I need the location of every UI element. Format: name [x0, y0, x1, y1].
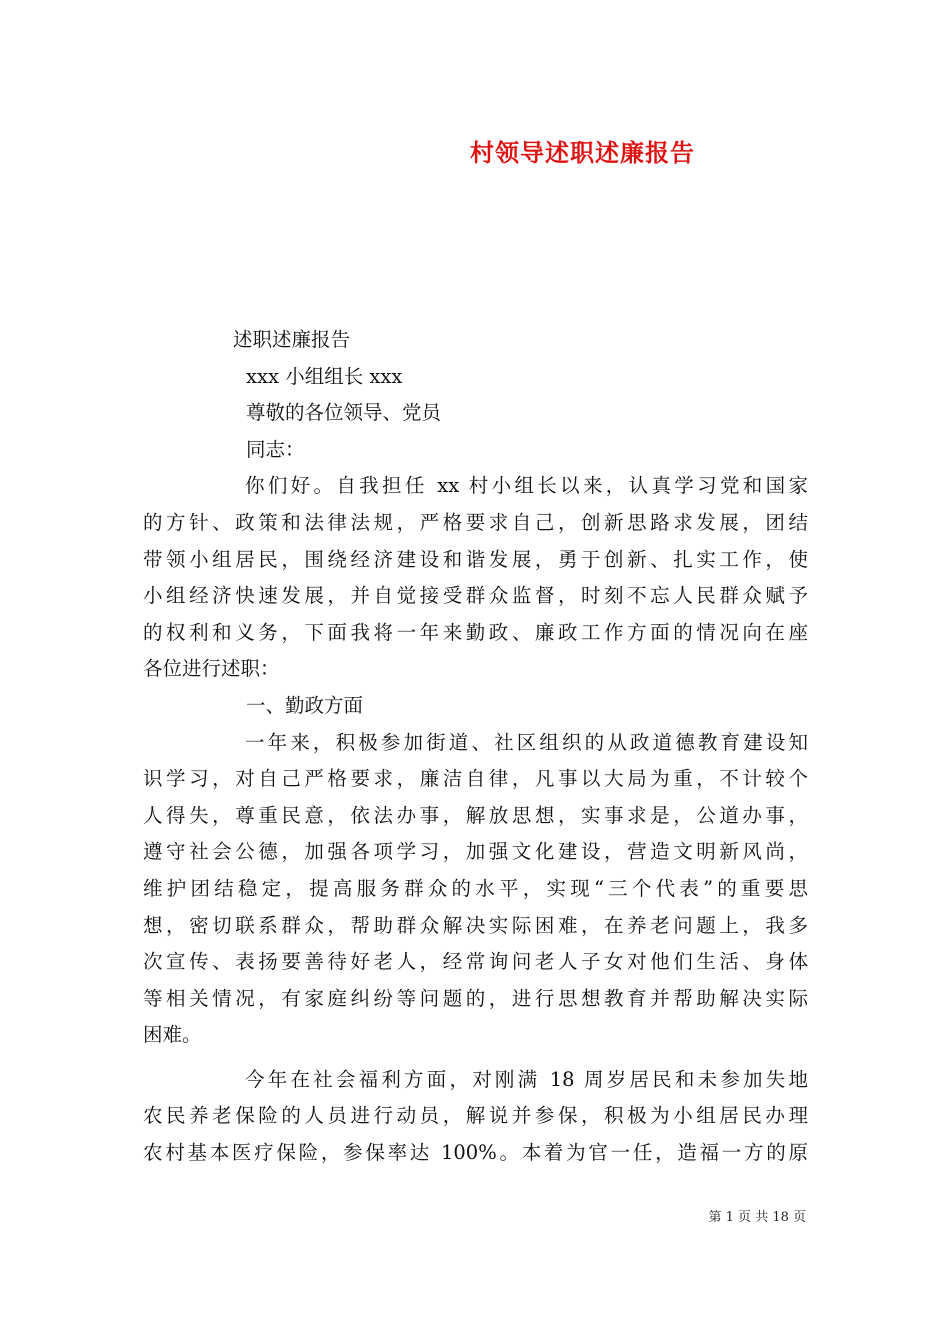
paragraph-line: 等相关情况，有家庭纠纷等问题的，进行思想教育并帮助解决实际: [143, 986, 808, 1010]
page-number: 第 1 页 共 18 页: [708, 1210, 806, 1225]
paragraph-spacer: [143, 1054, 808, 1062]
salutation-line: 尊敬的各位领导、党员: [246, 401, 442, 425]
paragraph-welfare: [143, 1062, 808, 1172]
paragraph-line: 小组经济快速发展，并自觉接受群众监督，时刻不忘人民群众赋予: [143, 584, 808, 608]
report-name-line: 述职述廉报告: [233, 328, 351, 351]
paragraph-line: 维护团结稳定，提高服务群众的水平，实现“三个代表”的重要思: [143, 876, 808, 900]
author-line: xxx 小组组长 xxx: [246, 364, 403, 388]
paragraph-line: 想，密切联系群众，帮助群众解决实际困难，在养老问题上，我多: [143, 913, 808, 937]
section-heading: 一、勤政方面: [246, 693, 364, 717]
paragraph-line: 次宣传、表扬要善待好老人，经常询问老人子女对他们生活、身体: [143, 950, 808, 974]
document-body: [143, 322, 808, 1172]
paragraph-line: 各位进行述职：: [143, 657, 280, 681]
paragraph-line: 农村基本医疗保险，参保率达 100%。本着为官一任，造福一方的原: [143, 1141, 808, 1165]
paragraph-line: 今年在社会福利方面，对刚满 18 周岁居民和未参加失地: [245, 1067, 808, 1091]
paragraph-line: 的权利和义务，下面我将一年来勤政、廉政工作方面的情况向在座: [143, 620, 808, 644]
paragraph-line: 人得失，尊重民意，依法办事，解放思想，实事求是，公道办事，: [143, 803, 808, 827]
paragraph-diligence: [143, 725, 808, 1054]
paragraph-line: 一年来，积极参加街道、社区组织的从政道德教育建设知: [245, 730, 808, 754]
paragraph-line: 的方针、政策和法律法规，严格要求自己，创新思路求发展，团结: [143, 510, 808, 534]
paragraph-line: 识学习，对自己严格要求，廉洁自律，凡事以大局为重，不计较个: [143, 767, 808, 791]
paragraph-intro: [143, 468, 808, 688]
paragraph-line: 你们好。自我担任 xx 村小组长以来，认真学习党和国家: [245, 474, 808, 498]
paragraph-line: 带领小组居民，围绕经济建设和谐发展，勇于创新、扎实工作，使: [143, 547, 808, 571]
paragraph-line: 遵守社会公德，加强各项学习，加强文化建设，营造文明新风尚，: [143, 840, 808, 864]
paragraph-line: 农民养老保险的人员进行动员，解说并参保，积极为小组居民办理: [143, 1104, 808, 1128]
salutation-line-2: 同志：: [246, 437, 305, 461]
document-title: 村领导述职述廉报告: [470, 138, 695, 167]
paragraph-line: 困难。: [143, 1023, 202, 1047]
